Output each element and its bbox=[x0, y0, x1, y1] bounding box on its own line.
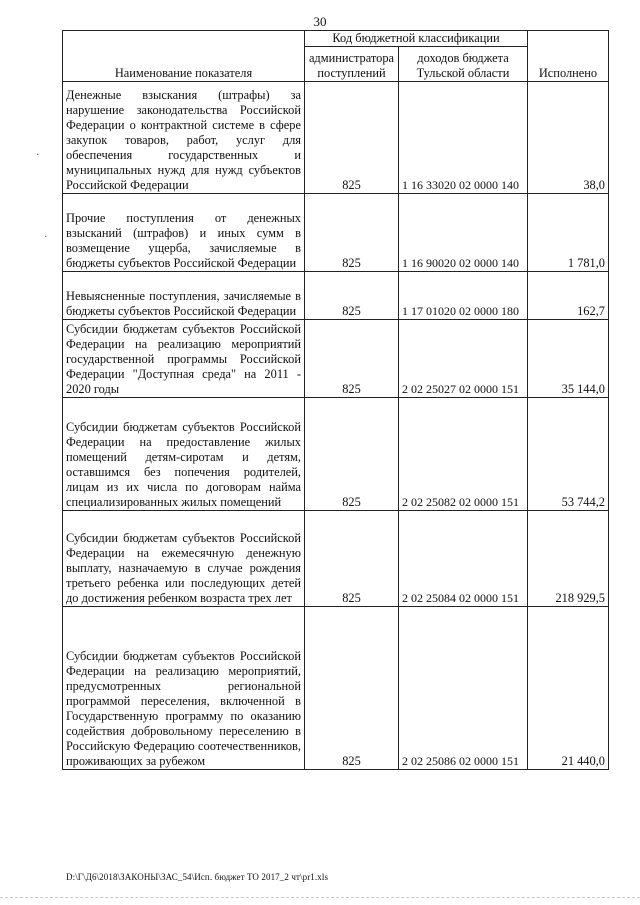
row-code: 1 17 01020 02 0000 180 bbox=[399, 272, 528, 320]
row-name: Прочие поступления от денежных взысканий (штрафов) и иных сумм в возмещение ущерба, зачисляемые в бюджеты субъектов Российской Федерации bbox=[63, 194, 305, 272]
header-indicator-name: Наименование показателя bbox=[63, 31, 305, 82]
table-row bbox=[63, 272, 609, 320]
row-amount: 162,7 bbox=[528, 272, 609, 320]
footer-file-path: D:\Г\Д6\2018\ЗАКОНЫ\ЗАС_54\Исп. бюджет ТО 2017_2 чт\pr1.xls bbox=[66, 872, 329, 882]
row-amount: 21 440,0 bbox=[528, 607, 609, 770]
row-admin: 825 bbox=[305, 272, 399, 320]
row-name: Субсидии бюджетам субъектов Российской Федерации на реализацию мероприятий государственной программы Российской Федерации "Доступная среда" на 2011 - 2020 годы bbox=[63, 320, 305, 398]
row-name: Денежные взыскания (штрафы) за нарушение законодательства Российской Федерации о контрактной системе в сфере закупок товаров, работ, услуг для обеспечения государственных и муниципальных нужд для нужд субъектов Российской Федерации bbox=[63, 82, 305, 194]
row-code: 2 02 25084 02 0000 151 bbox=[399, 511, 528, 607]
row-amount: 53 744,2 bbox=[528, 398, 609, 511]
row-amount: 1 781,0 bbox=[528, 194, 609, 272]
table-row bbox=[63, 320, 609, 398]
table-row bbox=[63, 194, 609, 272]
row-name: Субсидии бюджетам субъектов Российской Федерации на ежемесячную денежную выплату, назначаемую в случае рождения третьего ребенка или последующих детей до достижения ребенком возраста трех лет bbox=[63, 511, 305, 607]
row-amount: 218 929,5 bbox=[528, 511, 609, 607]
table-row bbox=[63, 398, 609, 511]
row-admin: 825 bbox=[305, 194, 399, 272]
header-budget-code: Код бюджетной классификации bbox=[305, 31, 528, 47]
row-admin: 825 bbox=[305, 320, 399, 398]
row-admin: 825 bbox=[305, 398, 399, 511]
row-amount: 35 144,0 bbox=[528, 320, 609, 398]
margin-dot: · bbox=[44, 232, 48, 243]
header-executed: Исполнено bbox=[528, 31, 609, 82]
table-row bbox=[63, 607, 609, 770]
scan-edge-divider bbox=[0, 897, 640, 898]
row-amount: 38,0 bbox=[528, 82, 609, 194]
table-row bbox=[63, 511, 609, 607]
margin-dot: · bbox=[36, 150, 40, 161]
row-code: 2 02 25027 02 0000 151 bbox=[399, 320, 528, 398]
header-revenue-code: доходов бюджета Тульской области bbox=[399, 47, 528, 82]
header-row-1 bbox=[63, 31, 609, 47]
page-number: 30 bbox=[313, 14, 327, 29]
header-administrator: администратора поступлений bbox=[305, 47, 399, 82]
row-name: Невыясненные поступления, зачисляемые в бюджеты субъектов Российской Федерации bbox=[63, 272, 305, 320]
row-code: 1 16 90020 02 0000 140 bbox=[399, 194, 528, 272]
row-name: Субсидии бюджетам субъектов Российской Федерации на реализацию мероприятий, предусмотренных региональной программой переселения, включенной в Государственную программу по оказанию содействия добровольному переселению в Российскую Федерацию соотечественников, проживающих за рубежом bbox=[63, 607, 305, 770]
row-admin: 825 bbox=[305, 82, 399, 194]
row-code: 2 02 25086 02 0000 151 bbox=[399, 607, 528, 770]
row-admin: 825 bbox=[305, 511, 399, 607]
row-code: 1 16 33020 02 0000 140 bbox=[399, 82, 528, 194]
row-name: Субсидии бюджетам субъектов Российской Федерации на предоставление жилых помещений детям-сиротам и детям, оставшимся без попечения родителей, лицам из их числа по договорам найма специализированных жилых помещений bbox=[63, 398, 305, 511]
row-code: 2 02 25082 02 0000 151 bbox=[399, 398, 528, 511]
table-row bbox=[63, 82, 609, 194]
revenue-table bbox=[62, 30, 609, 770]
row-admin: 825 bbox=[305, 607, 399, 770]
